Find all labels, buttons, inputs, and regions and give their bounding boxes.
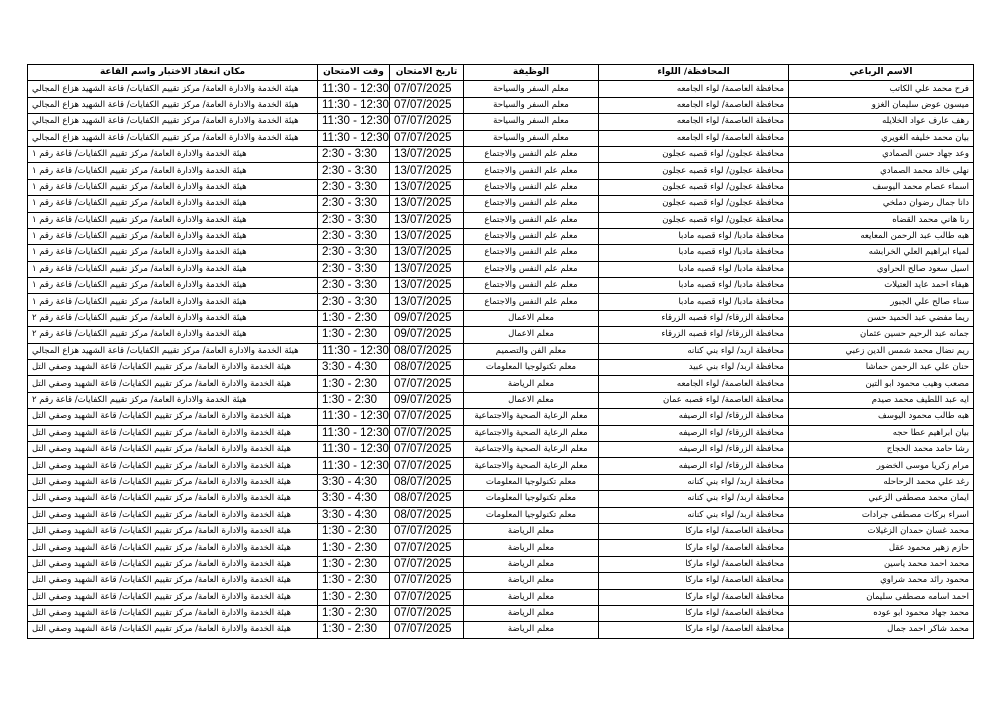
header-governorate: المحافظة/ اللواء bbox=[599, 65, 789, 81]
cell-name: مصعب وهيب محمود ابو التين bbox=[789, 376, 974, 392]
cell-date: 07/07/2025 bbox=[390, 97, 464, 113]
table-row bbox=[28, 458, 974, 474]
cell-time: 2:30 - 3:30 bbox=[318, 278, 390, 294]
cell-job: معلم السفر والسياحة bbox=[464, 130, 599, 146]
cell-venue: هيئة الخدمة والادارة العامة/ مركز تقييم الكفايات/ قاعة الشهيد وصفي التل bbox=[28, 474, 318, 490]
cell-venue: هيئة الخدمة والادارة العامة/ مركز تقييم الكفايات/ قاعة الشهيد وصفي التل bbox=[28, 409, 318, 425]
cell-time: 11:30 - 12:30 bbox=[318, 343, 390, 359]
cell-time: 1:30 - 2:30 bbox=[318, 605, 390, 621]
cell-governorate: محافظة عجلون/ لواء قصبه عجلون bbox=[599, 196, 789, 212]
cell-venue: هيئة الخدمة والادارة العامة/ مركز تقييم الكفايات/ قاعة الشهيد وصفي التل bbox=[28, 622, 318, 638]
cell-time: 3:30 - 4:30 bbox=[318, 474, 390, 490]
cell-governorate: محافظة العاصمة/ لواء الجامعه bbox=[599, 81, 789, 97]
exam-schedule-table bbox=[27, 64, 974, 639]
cell-venue: هيئة الخدمة والادارة العامة/ مركز تقييم الكفايات/ قاعة الشهيد وصفي التل bbox=[28, 507, 318, 523]
cell-job: معلم الرعاية الصحية والاجتماعية bbox=[464, 409, 599, 425]
cell-venue: هيئة الخدمة والادارة العامة/ مركز تقييم الكفايات/ قاعة رقم ١ bbox=[28, 294, 318, 310]
table-row bbox=[28, 228, 974, 244]
cell-name: محمد شاكر احمد جمال bbox=[789, 622, 974, 638]
table-body bbox=[28, 81, 974, 638]
table-row bbox=[28, 392, 974, 408]
table-row bbox=[28, 146, 974, 162]
cell-date: 13/07/2025 bbox=[390, 278, 464, 294]
cell-date: 08/07/2025 bbox=[390, 360, 464, 376]
cell-job: معلم الرياضة bbox=[464, 376, 599, 392]
table-row bbox=[28, 605, 974, 621]
cell-date: 07/07/2025 bbox=[390, 441, 464, 457]
table-row bbox=[28, 491, 974, 507]
cell-venue: هيئة الخدمة والادارة العامة/ مركز تقييم الكفايات/ قاعة رقم ١ bbox=[28, 228, 318, 244]
table-row bbox=[28, 556, 974, 572]
table-row bbox=[28, 573, 974, 589]
cell-venue: هيئة الخدمة والادارة العامة/ مركز تقييم الكفايات/ قاعة الشهيد هزاع المجالي bbox=[28, 81, 318, 97]
cell-governorate: محافظة مادبا/ لواء قصبه مادبا bbox=[599, 245, 789, 261]
cell-job: معلم السفر والسياحة bbox=[464, 81, 599, 97]
cell-date: 07/07/2025 bbox=[390, 114, 464, 130]
cell-governorate: محافظة العاصمة/ لواء ماركا bbox=[599, 540, 789, 556]
cell-name: محمود رائد محمد شراوي bbox=[789, 573, 974, 589]
cell-job: معلم علم النفس والاجتماع bbox=[464, 146, 599, 162]
cell-venue: هيئة الخدمة والادارة العامة/ مركز تقييم الكفايات/ قاعة رقم ١ bbox=[28, 212, 318, 228]
cell-governorate: محافظة مادبا/ لواء قصبه مادبا bbox=[599, 261, 789, 277]
cell-date: 07/07/2025 bbox=[390, 81, 464, 97]
cell-name: رشا حامد محمد الحجاج bbox=[789, 441, 974, 457]
cell-governorate: محافظة العاصمة/ لواء ماركا bbox=[599, 605, 789, 621]
cell-date: 13/07/2025 bbox=[390, 228, 464, 244]
cell-date: 09/07/2025 bbox=[390, 310, 464, 326]
cell-job: معلم الرياضة bbox=[464, 523, 599, 539]
cell-time: 2:30 - 3:30 bbox=[318, 228, 390, 244]
cell-name: ايمان محمد مصطفى الزعبي bbox=[789, 491, 974, 507]
cell-job: معلم الاعمال bbox=[464, 392, 599, 408]
cell-date: 07/07/2025 bbox=[390, 409, 464, 425]
cell-time: 11:30 - 12:30 bbox=[318, 97, 390, 113]
cell-name: حازم زهير محمود عقل bbox=[789, 540, 974, 556]
table-row bbox=[28, 343, 974, 359]
cell-name: رغد علي محمد الرحاحله bbox=[789, 474, 974, 490]
table-row bbox=[28, 278, 974, 294]
cell-name: احمد اسامه مصطفى سليمان bbox=[789, 589, 974, 605]
cell-job: معلم الرعاية الصحية والاجتماعية bbox=[464, 441, 599, 457]
cell-time: 11:30 - 12:30 bbox=[318, 409, 390, 425]
cell-time: 11:30 - 12:30 bbox=[318, 425, 390, 441]
cell-governorate: محافظة عجلون/ لواء قصبه عجلون bbox=[599, 163, 789, 179]
cell-governorate: محافظة اربد/ لواء بني كنانه bbox=[599, 491, 789, 507]
cell-governorate: محافظة اربد/ لواء بني كنانه bbox=[599, 507, 789, 523]
cell-governorate: محافظة العاصمة/ لواء ماركا bbox=[599, 573, 789, 589]
cell-date: 07/07/2025 bbox=[390, 556, 464, 572]
cell-venue: هيئة الخدمة والادارة العامة/ مركز تقييم الكفايات/ قاعة رقم ٢ bbox=[28, 310, 318, 326]
cell-name: اسراء بركات مصطفى جرادات bbox=[789, 507, 974, 523]
cell-name: هبه طالب محمود اليوسف bbox=[789, 409, 974, 425]
table-row bbox=[28, 196, 974, 212]
cell-venue: هيئة الخدمة والادارة العامة/ مركز تقييم الكفايات/ قاعة الشهيد هزاع المجالي bbox=[28, 97, 318, 113]
cell-job: معلم علم النفس والاجتماع bbox=[464, 228, 599, 244]
table-row bbox=[28, 130, 974, 146]
cell-time: 1:30 - 2:30 bbox=[318, 589, 390, 605]
cell-governorate: محافظة العاصمة/ لواء الجامعه bbox=[599, 97, 789, 113]
cell-job: معلم الرياضة bbox=[464, 573, 599, 589]
cell-governorate: محافظة مادبا/ لواء قصبه مادبا bbox=[599, 278, 789, 294]
cell-time: 1:30 - 2:30 bbox=[318, 622, 390, 638]
cell-name: ايه عبد اللطيف محمد صيدم bbox=[789, 392, 974, 408]
cell-venue: هيئة الخدمة والادارة العامة/ مركز تقييم الكفايات/ قاعة الشهيد وصفي التل bbox=[28, 491, 318, 507]
cell-time: 2:30 - 3:30 bbox=[318, 146, 390, 162]
cell-time: 2:30 - 3:30 bbox=[318, 294, 390, 310]
cell-date: 07/07/2025 bbox=[390, 605, 464, 621]
cell-time: 1:30 - 2:30 bbox=[318, 392, 390, 408]
cell-governorate: محافظة العاصمة/ لواء قصبه عمان bbox=[599, 392, 789, 408]
cell-job: معلم الرياضة bbox=[464, 556, 599, 572]
cell-venue: هيئة الخدمة والادارة العامة/ مركز تقييم الكفايات/ قاعة رقم ١ bbox=[28, 179, 318, 195]
cell-job: معلم السفر والسياحة bbox=[464, 114, 599, 130]
cell-date: 07/07/2025 bbox=[390, 622, 464, 638]
cell-job: معلم علم النفس والاجتماع bbox=[464, 278, 599, 294]
cell-name: محمد جهاد محمود ابو عوده bbox=[789, 605, 974, 621]
cell-date: 13/07/2025 bbox=[390, 179, 464, 195]
cell-date: 13/07/2025 bbox=[390, 245, 464, 261]
cell-name: دانا جمال رضوان دملخي bbox=[789, 196, 974, 212]
cell-name: بيان ابراهيم عطا حجه bbox=[789, 425, 974, 441]
cell-governorate: محافظة عجلون/ لواء قصبه عجلون bbox=[599, 146, 789, 162]
table-row bbox=[28, 327, 974, 343]
header-venue: مكان انعقاد الاختبار واسم القاعة bbox=[28, 65, 318, 81]
cell-venue: هيئة الخدمة والادارة العامة/ مركز تقييم الكفايات/ قاعة رقم ١ bbox=[28, 245, 318, 261]
cell-time: 3:30 - 4:30 bbox=[318, 507, 390, 523]
cell-date: 07/07/2025 bbox=[390, 425, 464, 441]
cell-time: 1:30 - 2:30 bbox=[318, 540, 390, 556]
cell-time: 1:30 - 2:30 bbox=[318, 523, 390, 539]
cell-venue: هيئة الخدمة والادارة العامة/ مركز تقييم الكفايات/ قاعة الشهيد هزاع المجالي bbox=[28, 114, 318, 130]
cell-name: رهف عارف عواد الخلايله bbox=[789, 114, 974, 130]
cell-name: اسماء عصام محمد اليوسف bbox=[789, 179, 974, 195]
table-row bbox=[28, 409, 974, 425]
cell-venue: هيئة الخدمة والادارة العامة/ مركز تقييم الكفايات/ قاعة الشهيد هزاع المجالي bbox=[28, 343, 318, 359]
cell-venue: هيئة الخدمة والادارة العامة/ مركز تقييم الكفايات/ قاعة الشهيد وصفي التل bbox=[28, 573, 318, 589]
table-row bbox=[28, 179, 974, 195]
cell-name: جمانه عبد الرحيم حسين عثمان bbox=[789, 327, 974, 343]
table-row bbox=[28, 245, 974, 261]
cell-job: معلم الرياضة bbox=[464, 622, 599, 638]
cell-date: 13/07/2025 bbox=[390, 196, 464, 212]
cell-governorate: محافظة الزرقاء/ لواء الرصيفه bbox=[599, 458, 789, 474]
cell-job: معلم علم النفس والاجتماع bbox=[464, 163, 599, 179]
cell-governorate: محافظة مادبا/ لواء قصبه مادبا bbox=[599, 294, 789, 310]
cell-governorate: محافظة العاصمة/ لواء ماركا bbox=[599, 556, 789, 572]
cell-governorate: محافظة الزرقاء/ لواء قصبه الزرقاء bbox=[599, 310, 789, 326]
cell-governorate: محافظة عجلون/ لواء قصبه عجلون bbox=[599, 212, 789, 228]
cell-date: 07/07/2025 bbox=[390, 573, 464, 589]
cell-time: 2:30 - 3:30 bbox=[318, 212, 390, 228]
cell-job: معلم تكنولوجيا المعلومات bbox=[464, 360, 599, 376]
table-row bbox=[28, 294, 974, 310]
cell-time: 1:30 - 2:30 bbox=[318, 573, 390, 589]
table-row bbox=[28, 360, 974, 376]
cell-time: 3:30 - 4:30 bbox=[318, 360, 390, 376]
cell-governorate: محافظة اربد/ لواء بني كنانه bbox=[599, 474, 789, 490]
cell-governorate: محافظة العاصمة/ لواء الجامعه bbox=[599, 376, 789, 392]
cell-governorate: محافظة العاصمة/ لواء الجامعه bbox=[599, 130, 789, 146]
cell-job: معلم علم النفس والاجتماع bbox=[464, 212, 599, 228]
cell-job: معلم علم النفس والاجتماع bbox=[464, 261, 599, 277]
cell-venue: هيئة الخدمة والادارة العامة/ مركز تقييم الكفايات/ قاعة الشهيد وصفي التل bbox=[28, 589, 318, 605]
table-row bbox=[28, 212, 974, 228]
table-row bbox=[28, 114, 974, 130]
cell-time: 2:30 - 3:30 bbox=[318, 179, 390, 195]
cell-date: 13/07/2025 bbox=[390, 163, 464, 179]
cell-governorate: محافظة العاصمة/ لواء ماركا bbox=[599, 622, 789, 638]
table-row bbox=[28, 81, 974, 97]
table-row bbox=[28, 261, 974, 277]
cell-job: معلم تكنولوجيا المعلومات bbox=[464, 491, 599, 507]
cell-date: 08/07/2025 bbox=[390, 491, 464, 507]
table-row bbox=[28, 163, 974, 179]
cell-name: محمد احمد محمد ياسين bbox=[789, 556, 974, 572]
cell-job: معلم الاعمال bbox=[464, 310, 599, 326]
cell-venue: هيئة الخدمة والادارة العامة/ مركز تقييم الكفايات/ قاعة رقم ١ bbox=[28, 261, 318, 277]
cell-job: معلم علم النفس والاجتماع bbox=[464, 294, 599, 310]
cell-date: 13/07/2025 bbox=[390, 261, 464, 277]
cell-time: 11:30 - 12:30 bbox=[318, 441, 390, 457]
cell-venue: هيئة الخدمة والادارة العامة/ مركز تقييم الكفايات/ قاعة الشهيد وصفي التل bbox=[28, 441, 318, 457]
cell-venue: هيئة الخدمة والادارة العامة/ مركز تقييم الكفايات/ قاعة رقم ١ bbox=[28, 196, 318, 212]
cell-governorate: محافظة اربد/ لواء بني عبيد bbox=[599, 360, 789, 376]
cell-date: 07/07/2025 bbox=[390, 540, 464, 556]
cell-job: معلم الفن والتصميم bbox=[464, 343, 599, 359]
cell-time: 2:30 - 3:30 bbox=[318, 163, 390, 179]
cell-date: 08/07/2025 bbox=[390, 507, 464, 523]
cell-name: حنان علي عبد الرحمن حماشا bbox=[789, 360, 974, 376]
cell-venue: هيئة الخدمة والادارة العامة/ مركز تقييم الكفايات/ قاعة رقم ١ bbox=[28, 146, 318, 162]
cell-time: 11:30 - 12:30 bbox=[318, 458, 390, 474]
cell-time: 11:30 - 12:30 bbox=[318, 81, 390, 97]
cell-governorate: محافظة العاصمة/ لواء ماركا bbox=[599, 523, 789, 539]
cell-name: لمياء ابراهيم العلي الخرابشه bbox=[789, 245, 974, 261]
cell-job: معلم الرعاية الصحية والاجتماعية bbox=[464, 458, 599, 474]
cell-name: سناء صالح علي الجبور bbox=[789, 294, 974, 310]
cell-governorate: محافظة الزرقاء/ لواء الرصيفه bbox=[599, 409, 789, 425]
cell-venue: هيئة الخدمة والادارة العامة/ مركز تقييم الكفايات/ قاعة الشهيد وصفي التل bbox=[28, 523, 318, 539]
cell-date: 13/07/2025 bbox=[390, 212, 464, 228]
cell-governorate: محافظة الزرقاء/ لواء الرصيفه bbox=[599, 425, 789, 441]
cell-governorate: محافظة الزرقاء/ لواء الرصيفه bbox=[599, 441, 789, 457]
table-row bbox=[28, 474, 974, 490]
header-time: وقت الامتحان bbox=[318, 65, 390, 81]
cell-time: 11:30 - 12:30 bbox=[318, 114, 390, 130]
cell-date: 13/07/2025 bbox=[390, 146, 464, 162]
cell-name: وعد جهاد حسن الصمادي bbox=[789, 146, 974, 162]
cell-venue: هيئة الخدمة والادارة العامة/ مركز تقييم الكفايات/ قاعة رقم ١ bbox=[28, 163, 318, 179]
cell-governorate: محافظة مادبا/ لواء قصبه مادبا bbox=[599, 228, 789, 244]
cell-venue: هيئة الخدمة والادارة العامة/ مركز تقييم الكفايات/ قاعة الشهيد وصفي التل bbox=[28, 425, 318, 441]
cell-date: 08/07/2025 bbox=[390, 343, 464, 359]
cell-job: معلم علم النفس والاجتماع bbox=[464, 196, 599, 212]
cell-date: 07/07/2025 bbox=[390, 589, 464, 605]
cell-name: ريم نضال محمد شمس الدين زعبي bbox=[789, 343, 974, 359]
table-row bbox=[28, 507, 974, 523]
cell-job: معلم الرياضة bbox=[464, 605, 599, 621]
cell-job: معلم تكنولوجيا المعلومات bbox=[464, 507, 599, 523]
header-job: الوظيفة bbox=[464, 65, 599, 81]
cell-governorate: محافظة عجلون/ لواء قصبه عجلون bbox=[599, 179, 789, 195]
cell-governorate: محافظة الزرقاء/ لواء قصبه الزرقاء bbox=[599, 327, 789, 343]
cell-name: محمد غسان حمدان الزغيلات bbox=[789, 523, 974, 539]
cell-time: 2:30 - 3:30 bbox=[318, 196, 390, 212]
cell-governorate: محافظة العاصمة/ لواء ماركا bbox=[599, 589, 789, 605]
table-row bbox=[28, 310, 974, 326]
cell-job: معلم تكنولوجيا المعلومات bbox=[464, 474, 599, 490]
cell-venue: هيئة الخدمة والادارة العامة/ مركز تقييم الكفايات/ قاعة الشهيد وصفي التل bbox=[28, 556, 318, 572]
cell-time: 1:30 - 2:30 bbox=[318, 556, 390, 572]
cell-venue: هيئة الخدمة والادارة العامة/ مركز تقييم الكفايات/ قاعة رقم ٢ bbox=[28, 392, 318, 408]
cell-name: مرام زكريا موسى الخضور bbox=[789, 458, 974, 474]
cell-governorate: محافظة اربد/ لواء بني كنانه bbox=[599, 343, 789, 359]
cell-venue: هيئة الخدمة والادارة العامة/ مركز تقييم الكفايات/ قاعة الشهيد وصفي التل bbox=[28, 605, 318, 621]
cell-time: 1:30 - 2:30 bbox=[318, 327, 390, 343]
cell-name: رنا هاني محمد القضاه bbox=[789, 212, 974, 228]
cell-date: 09/07/2025 bbox=[390, 392, 464, 408]
cell-venue: هيئة الخدمة والادارة العامة/ مركز تقييم الكفايات/ قاعة الشهيد هزاع المجالي bbox=[28, 130, 318, 146]
cell-venue: هيئة الخدمة والادارة العامة/ مركز تقييم الكفايات/ قاعة الشهيد وصفي التل bbox=[28, 360, 318, 376]
cell-date: 13/07/2025 bbox=[390, 294, 464, 310]
cell-name: نهلى خالد محمد الصمادي bbox=[789, 163, 974, 179]
cell-date: 07/07/2025 bbox=[390, 458, 464, 474]
cell-job: معلم الرعاية الصحية والاجتماعية bbox=[464, 425, 599, 441]
header-date: تاريخ الامتحان bbox=[390, 65, 464, 81]
header-row bbox=[28, 65, 974, 81]
cell-job: معلم علم النفس والاجتماع bbox=[464, 245, 599, 261]
cell-governorate: محافظة العاصمة/ لواء الجامعه bbox=[599, 114, 789, 130]
cell-date: 08/07/2025 bbox=[390, 474, 464, 490]
cell-time: 2:30 - 3:30 bbox=[318, 261, 390, 277]
cell-job: معلم الاعمال bbox=[464, 327, 599, 343]
table-row bbox=[28, 540, 974, 556]
table-row bbox=[28, 523, 974, 539]
cell-name: ريما مفضي عبد الحميد حسن bbox=[789, 310, 974, 326]
table-row bbox=[28, 622, 974, 638]
cell-venue: هيئة الخدمة والادارة العامة/ مركز تقييم الكفايات/ قاعة رقم ١ bbox=[28, 278, 318, 294]
cell-time: 3:30 - 4:30 bbox=[318, 491, 390, 507]
table-row bbox=[28, 97, 974, 113]
cell-time: 1:30 - 2:30 bbox=[318, 310, 390, 326]
cell-name: بيان محمد خليفه الغويري bbox=[789, 130, 974, 146]
cell-venue: هيئة الخدمة والادارة العامة/ مركز تقييم الكفايات/ قاعة الشهيد وصفي التل bbox=[28, 376, 318, 392]
cell-venue: هيئة الخدمة والادارة العامة/ مركز تقييم الكفايات/ قاعة الشهيد وصفي التل bbox=[28, 540, 318, 556]
table-row bbox=[28, 441, 974, 457]
table-row bbox=[28, 376, 974, 392]
table-row bbox=[28, 425, 974, 441]
cell-time: 1:30 - 2:30 bbox=[318, 376, 390, 392]
cell-name: اسيل سعود صالح الحراوي bbox=[789, 261, 974, 277]
cell-name: فرح محمد علي الكاتب bbox=[789, 81, 974, 97]
cell-job: معلم الرياضة bbox=[464, 589, 599, 605]
cell-date: 09/07/2025 bbox=[390, 327, 464, 343]
cell-venue: هيئة الخدمة والادارة العامة/ مركز تقييم الكفايات/ قاعة الشهيد وصفي التل bbox=[28, 458, 318, 474]
cell-name: هبه طالب عبد الرحمن المعايعه bbox=[789, 228, 974, 244]
cell-date: 07/07/2025 bbox=[390, 376, 464, 392]
cell-job: معلم الرياضة bbox=[464, 540, 599, 556]
table-row bbox=[28, 589, 974, 605]
cell-name: هيفاء احمد عايد العتيلات bbox=[789, 278, 974, 294]
cell-date: 07/07/2025 bbox=[390, 523, 464, 539]
cell-time: 11:30 - 12:30 bbox=[318, 130, 390, 146]
cell-name: ميسون عوض سليمان الغزو bbox=[789, 97, 974, 113]
header-name: الاسم الرباعي bbox=[789, 65, 974, 81]
cell-job: معلم السفر والسياحة bbox=[464, 97, 599, 113]
cell-venue: هيئة الخدمة والادارة العامة/ مركز تقييم الكفايات/ قاعة رقم ٢ bbox=[28, 327, 318, 343]
cell-date: 07/07/2025 bbox=[390, 130, 464, 146]
cell-job: معلم علم النفس والاجتماع bbox=[464, 179, 599, 195]
cell-time: 2:30 - 3:30 bbox=[318, 245, 390, 261]
